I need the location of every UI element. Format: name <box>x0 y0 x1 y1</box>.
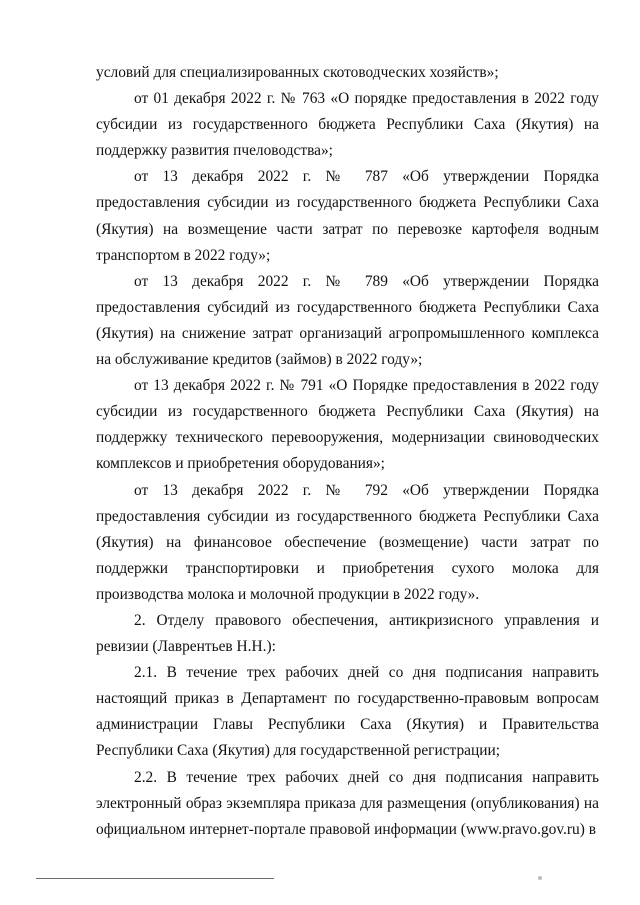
paragraph-item-2-2: 2.2. В течение трех рабочих дней со дня подписания направить электронный образ экземпляра приказа для размещения (опубликования) на официальном интернет-портале правовой информации (www.pravo.gov.ru) в <box>96 768 599 838</box>
scan-speck <box>538 876 542 880</box>
footer-rule <box>36 878 274 879</box>
paragraph-order-763: от 01 декабря 2022 г. № 763 «О порядке предоставления в 2022 году субсидии из государственного бюджета Республики Саха (Якутия) на поддержку развития пчеловодства»; <box>96 90 599 160</box>
paragraph-order-792: от 13 декабря 2022 г. № 792 «Об утверждении Порядка предоставления субсидии из государственного бюджета Республики Саха (Якутия) на финансовое обеспечение (возмещение) части затрат по поддержки транспортировки и приобретения сухого молока для производства молока и молочной продукции в 2022 году». <box>96 481 599 603</box>
paragraph-item-2-1: 2.1. В течение трех рабочих дней со дня подписания направить настоящий приказ в Департамент по государственно-правовым вопросам администрации Главы Республики Саха (Якутия) и Правительства Республики Саха (Якутия) для государственной регистрации; <box>96 664 599 760</box>
document-body <box>96 60 599 843</box>
paragraph-order-791: от 13 декабря 2022 г. № 791 «О Порядке предоставления в 2022 году субсидии из государственного бюджета Республики Саха (Якутия) на поддержку технического перевооружения, модернизации свиноводческих комплексов и приобретения оборудования»; <box>96 377 599 473</box>
paragraph-order-787: от 13 декабря 2022 г. № 787 «Об утверждении Порядка предоставления субсидии из государственного бюджета Республики Саха (Якутия) на возмещение части затрат по перевозке картофеля водным транспортом в 2022 году»; <box>96 168 599 264</box>
paragraph-item-2: 2. Отделу правового обеспечения, антикризисного управления и ревизии (Лаврентьев Н.Н.): <box>96 611 599 656</box>
paragraph-order-789: от 13 декабря 2022 г. № 789 «Об утверждении Порядка предоставления субсидий из государственного бюджета Республики Саха (Якутия) на снижение затрат организаций агропромышленного комплекса на обслуживание кредитов (займов) в 2022 году»; <box>96 272 599 369</box>
paragraph-continuation: условий для специализированных скотоводческих хозяйств»; <box>96 64 499 81</box>
